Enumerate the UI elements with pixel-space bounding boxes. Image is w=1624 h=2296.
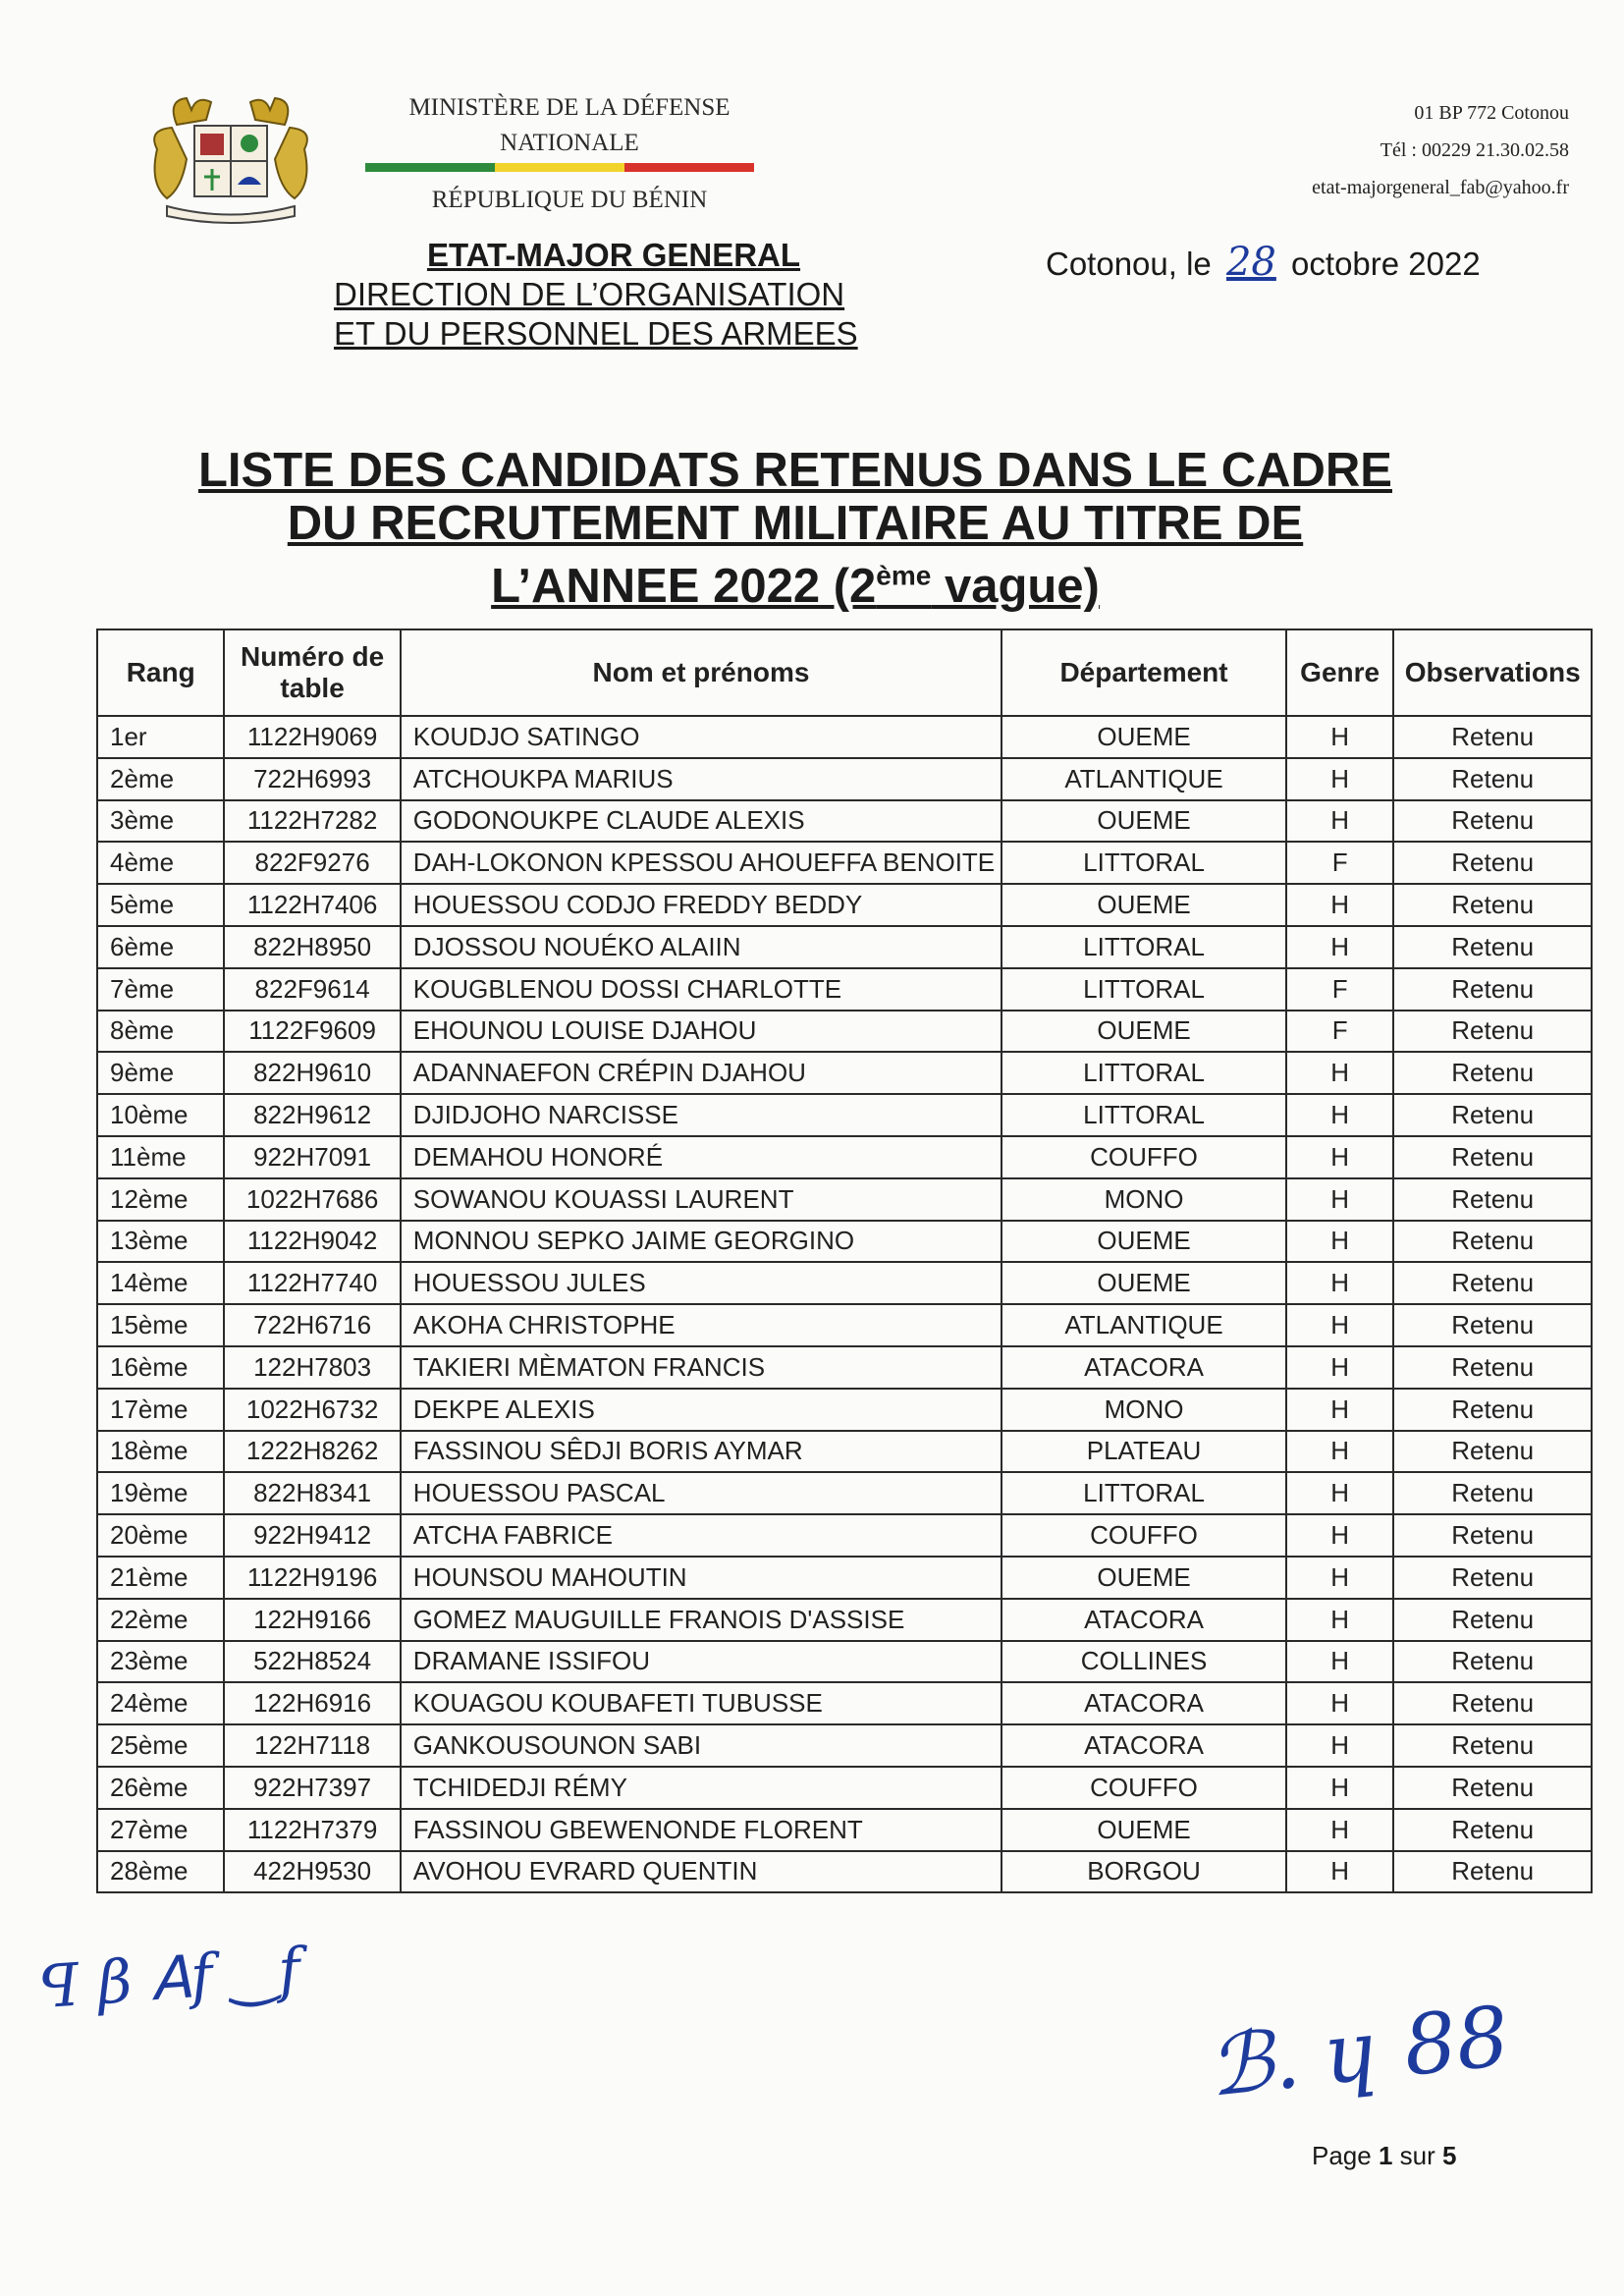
cell-rang: 17ème xyxy=(97,1389,224,1431)
table-row xyxy=(97,884,1592,926)
cell-nom: FASSINOU GBEWENONDE FLORENT xyxy=(401,1809,1001,1851)
flag-green xyxy=(365,163,495,172)
cell-genre: H xyxy=(1286,800,1393,843)
date-line xyxy=(1046,240,1481,285)
table-row xyxy=(97,1221,1592,1263)
ministry-line2: NATIONALE xyxy=(500,130,639,156)
cell-observation: Retenu xyxy=(1393,1221,1592,1263)
cell-departement: ATLANTIQUE xyxy=(1001,758,1286,800)
cell-genre: H xyxy=(1286,1262,1393,1304)
cell-departement: OUEME xyxy=(1001,1557,1286,1599)
cell-nom: TAKIERI MÈMATON FRANCIS xyxy=(401,1346,1001,1389)
cell-observation: Retenu xyxy=(1393,716,1592,758)
cell-genre: H xyxy=(1286,758,1393,800)
cell-departement: OUEME xyxy=(1001,716,1286,758)
cell-numero: 822H8950 xyxy=(224,926,400,968)
cell-numero: 1122H7406 xyxy=(224,884,400,926)
cell-numero: 1022H7686 xyxy=(224,1178,400,1221)
cell-departement: ATACORA xyxy=(1001,1599,1286,1641)
cell-genre: F xyxy=(1286,842,1393,884)
cell-rang: 26ème xyxy=(97,1767,224,1809)
cell-departement: LITTORAL xyxy=(1001,1094,1286,1136)
cell-genre: H xyxy=(1286,1682,1393,1724)
table-row xyxy=(97,1346,1592,1389)
cell-rang: 12ème xyxy=(97,1178,224,1221)
cell-numero: 122H6916 xyxy=(224,1682,400,1724)
table-row xyxy=(97,1094,1592,1136)
header-departement: Département xyxy=(1001,629,1286,716)
table-row xyxy=(97,842,1592,884)
cell-rang: 20ème xyxy=(97,1514,224,1557)
table-header-row xyxy=(97,629,1592,716)
date-prefix: Cotonou, le xyxy=(1046,246,1212,282)
cell-numero: 1122H9069 xyxy=(224,716,400,758)
cell-observation: Retenu xyxy=(1393,1767,1592,1809)
cell-rang: 23ème xyxy=(97,1641,224,1683)
table-row xyxy=(97,1262,1592,1304)
cell-nom: AVOHOU EVRARD QUENTIN xyxy=(401,1851,1001,1893)
candidates-table xyxy=(96,629,1593,1893)
cell-observation: Retenu xyxy=(1393,1389,1592,1431)
cell-departement: ATACORA xyxy=(1001,1346,1286,1389)
cell-nom: ATCHA FABRICE xyxy=(401,1514,1001,1557)
cell-observation: Retenu xyxy=(1393,1724,1592,1767)
cell-departement: OUEME xyxy=(1001,1262,1286,1304)
cell-genre: H xyxy=(1286,1641,1393,1683)
cell-nom: GOMEZ MAUGUILLE FRANOIS D'ASSISE xyxy=(401,1599,1001,1641)
cell-genre: H xyxy=(1286,1767,1393,1809)
cell-genre: H xyxy=(1286,1304,1393,1346)
table-row xyxy=(97,1052,1592,1094)
cell-observation: Retenu xyxy=(1393,968,1592,1011)
cell-numero: 1022H6732 xyxy=(224,1389,400,1431)
cell-rang: 7ème xyxy=(97,968,224,1011)
cell-genre: H xyxy=(1286,1221,1393,1263)
cell-rang: 16ème xyxy=(97,1346,224,1389)
cell-numero: 522H8524 xyxy=(224,1641,400,1683)
table-row xyxy=(97,1514,1592,1557)
cell-rang: 14ème xyxy=(97,1262,224,1304)
cell-nom: DEKPE ALEXIS xyxy=(401,1389,1001,1431)
cell-observation: Retenu xyxy=(1393,1641,1592,1683)
etat-major-label: ETAT-MAJOR GENERAL xyxy=(426,237,801,273)
cell-observation: Retenu xyxy=(1393,1011,1592,1053)
header-nom: Nom et prénoms xyxy=(401,629,1001,716)
document-title xyxy=(137,444,1453,613)
cell-genre: H xyxy=(1286,926,1393,968)
page-current: 1 xyxy=(1378,2141,1393,2170)
cell-observation: Retenu xyxy=(1393,1557,1592,1599)
cell-nom: DRAMANE ISSIFOU xyxy=(401,1641,1001,1683)
cell-observation: Retenu xyxy=(1393,842,1592,884)
cell-numero: 822H8341 xyxy=(224,1472,400,1514)
cell-numero: 1122H7740 xyxy=(224,1262,400,1304)
cell-rang: 1er xyxy=(97,716,224,758)
table-row xyxy=(97,716,1592,758)
table-row xyxy=(97,1178,1592,1221)
cell-nom: KOUDJO SATINGO xyxy=(401,716,1001,758)
cell-rang: 13ème xyxy=(97,1221,224,1263)
cell-departement: BORGOU xyxy=(1001,1851,1286,1893)
cell-departement: LITTORAL xyxy=(1001,842,1286,884)
cell-observation: Retenu xyxy=(1393,1682,1592,1724)
header-genre: Genre xyxy=(1286,629,1393,716)
cell-rang: 8ème xyxy=(97,1011,224,1053)
cell-genre: H xyxy=(1286,1514,1393,1557)
table-row xyxy=(97,1557,1592,1599)
flag-stripe xyxy=(365,163,754,172)
cell-observation: Retenu xyxy=(1393,1851,1592,1893)
cell-departement: LITTORAL xyxy=(1001,968,1286,1011)
cell-departement: LITTORAL xyxy=(1001,1472,1286,1514)
cell-nom: HOUNSOU MAHOUTIN xyxy=(401,1557,1001,1599)
title-line3b: vague) xyxy=(931,560,1100,614)
cell-numero: 822H9612 xyxy=(224,1094,400,1136)
cell-rang: 22ème xyxy=(97,1599,224,1641)
date-day-handwritten: 28 xyxy=(1225,240,1276,285)
cell-departement: COLLINES xyxy=(1001,1641,1286,1683)
cell-rang: 9ème xyxy=(97,1052,224,1094)
table-row xyxy=(97,758,1592,800)
cell-departement: OUEME xyxy=(1001,1809,1286,1851)
table-row xyxy=(97,926,1592,968)
cell-nom: HOUESSOU JULES xyxy=(401,1262,1001,1304)
contact-block xyxy=(1216,94,1569,206)
cell-observation: Retenu xyxy=(1393,926,1592,968)
cell-numero: 122H9166 xyxy=(224,1599,400,1641)
cell-nom: KOUGBLENOU DOSSI CHARLOTTE xyxy=(401,968,1001,1011)
cell-observation: Retenu xyxy=(1393,1809,1592,1851)
cell-numero: 1122F9609 xyxy=(224,1011,400,1053)
cell-numero: 722H6716 xyxy=(224,1304,400,1346)
direction-line1: DIRECTION DE L’ORGANISATION xyxy=(334,276,845,312)
cell-observation: Retenu xyxy=(1393,1178,1592,1221)
cell-rang: 25ème xyxy=(97,1724,224,1767)
cell-genre: H xyxy=(1286,1599,1393,1641)
cell-rang: 27ème xyxy=(97,1809,224,1851)
cell-genre: H xyxy=(1286,884,1393,926)
cell-rang: 5ème xyxy=(97,884,224,926)
cell-rang: 11ème xyxy=(97,1136,224,1178)
handwritten-signature-right: ℬ. ɥ 88 xyxy=(1203,1988,1514,2115)
direction-line2: ET DU PERSONNEL DES ARMEES xyxy=(334,315,858,352)
cell-genre: F xyxy=(1286,1011,1393,1053)
cell-numero: 122H7118 xyxy=(224,1724,400,1767)
cell-nom: GANKOUSOUNON SABI xyxy=(401,1724,1001,1767)
flag-red xyxy=(624,163,754,172)
cell-genre: H xyxy=(1286,1389,1393,1431)
cell-observation: Retenu xyxy=(1393,1304,1592,1346)
cell-numero: 122H7803 xyxy=(224,1346,400,1389)
cell-nom: FASSINOU SÊDJI BORIS AYMAR xyxy=(401,1431,1001,1473)
email: etat-majorgeneral_fab@yahoo.fr xyxy=(1312,177,1569,198)
cell-departement: OUEME xyxy=(1001,1011,1286,1053)
page-number xyxy=(1312,2141,1457,2171)
table-row xyxy=(97,968,1592,1011)
cell-rang: 6ème xyxy=(97,926,224,968)
table-row xyxy=(97,1682,1592,1724)
cell-nom: SOWANOU KOUASSI LAURENT xyxy=(401,1178,1001,1221)
header-rang: Rang xyxy=(97,629,224,716)
cell-nom: ATCHOUKPA MARIUS xyxy=(401,758,1001,800)
cell-nom: DEMAHOU HONORÉ xyxy=(401,1136,1001,1178)
cell-nom: HOUESSOU CODJO FREDDY BEDDY xyxy=(401,884,1001,926)
table-row xyxy=(97,1011,1592,1053)
cell-nom: DAH-LOKONON KPESSOU AHOUEFFA BENOITE xyxy=(401,842,1001,884)
table-row xyxy=(97,1641,1592,1683)
page-sep: sur xyxy=(1399,2141,1435,2170)
cell-departement: COUFFO xyxy=(1001,1136,1286,1178)
cell-numero: 922H7091 xyxy=(224,1136,400,1178)
cell-departement: OUEME xyxy=(1001,800,1286,843)
cell-departement: ATACORA xyxy=(1001,1724,1286,1767)
cell-rang: 24ème xyxy=(97,1682,224,1724)
cell-observation: Retenu xyxy=(1393,1052,1592,1094)
republic-name: RÉPUBLIQUE DU BÉNIN xyxy=(431,187,708,213)
cell-observation: Retenu xyxy=(1393,1599,1592,1641)
cell-rang: 3ème xyxy=(97,800,224,843)
cell-genre: H xyxy=(1286,1052,1393,1094)
cell-genre: H xyxy=(1286,1851,1393,1893)
benin-coat-of-arms-icon xyxy=(137,90,324,228)
cell-departement: OUEME xyxy=(1001,1221,1286,1263)
handwritten-initials-left: ꟼ β ꓮf ‿f xyxy=(36,1935,303,2023)
cell-numero: 722H6993 xyxy=(224,758,400,800)
header-numero: Numéro de table xyxy=(224,629,400,716)
cell-rang: 10ème xyxy=(97,1094,224,1136)
cell-numero: 1122H7282 xyxy=(224,800,400,843)
table-row xyxy=(97,1431,1592,1473)
table-row xyxy=(97,1472,1592,1514)
flag-yellow xyxy=(495,163,624,172)
cell-observation: Retenu xyxy=(1393,1431,1592,1473)
table-row xyxy=(97,1809,1592,1851)
phone: Tél : 00229 21.30.02.58 xyxy=(1380,139,1569,161)
cell-departement: LITTORAL xyxy=(1001,926,1286,968)
cell-observation: Retenu xyxy=(1393,800,1592,843)
cell-genre: H xyxy=(1286,1346,1393,1389)
cell-departement: COUFFO xyxy=(1001,1514,1286,1557)
page-prefix: Page xyxy=(1312,2141,1372,2170)
title-line3-sup: ème xyxy=(876,561,932,591)
cell-nom: DJOSSOU NOUÉKO ALAIIN xyxy=(401,926,1001,968)
cell-genre: H xyxy=(1286,1724,1393,1767)
cell-numero: 1122H7379 xyxy=(224,1809,400,1851)
cell-observation: Retenu xyxy=(1393,758,1592,800)
ministry-name xyxy=(363,90,776,161)
cell-departement: LITTORAL xyxy=(1001,1052,1286,1094)
cell-numero: 922H7397 xyxy=(224,1767,400,1809)
cell-genre: H xyxy=(1286,1178,1393,1221)
cell-nom: KOUAGOU KOUBAFETI TUBUSSE xyxy=(401,1682,1001,1724)
cell-departement: ATACORA xyxy=(1001,1682,1286,1724)
cell-genre: H xyxy=(1286,1431,1393,1473)
cell-departement: PLATEAU xyxy=(1001,1431,1286,1473)
cell-departement: ATLANTIQUE xyxy=(1001,1304,1286,1346)
cell-rang: 18ème xyxy=(97,1431,224,1473)
cell-numero: 1222H8262 xyxy=(224,1431,400,1473)
cell-observation: Retenu xyxy=(1393,1472,1592,1514)
cell-nom: HOUESSOU PASCAL xyxy=(401,1472,1001,1514)
cell-observation: Retenu xyxy=(1393,1346,1592,1389)
cell-rang: 28ème xyxy=(97,1851,224,1893)
cell-numero: 822H9610 xyxy=(224,1052,400,1094)
title-line3a: L’ANNEE 2022 (2 xyxy=(491,560,877,614)
issuing-office xyxy=(334,236,893,354)
address: 01 BP 772 Cotonou xyxy=(1414,102,1569,124)
cell-observation: Retenu xyxy=(1393,1136,1592,1178)
cell-departement: MONO xyxy=(1001,1178,1286,1221)
cell-genre: H xyxy=(1286,1094,1393,1136)
cell-numero: 1122H9042 xyxy=(224,1221,400,1263)
cell-rang: 15ème xyxy=(97,1304,224,1346)
cell-nom: AKOHA CHRISTOPHE xyxy=(401,1304,1001,1346)
cell-nom: GODONOUKPE CLAUDE ALEXIS xyxy=(401,800,1001,843)
cell-nom: MONNOU SEPKO JAIME GEORGINO xyxy=(401,1221,1001,1263)
cell-observation: Retenu xyxy=(1393,884,1592,926)
cell-departement: COUFFO xyxy=(1001,1767,1286,1809)
cell-rang: 4ème xyxy=(97,842,224,884)
cell-numero: 822F9276 xyxy=(224,842,400,884)
cell-genre: H xyxy=(1286,1557,1393,1599)
cell-observation: Retenu xyxy=(1393,1514,1592,1557)
cell-observation: Retenu xyxy=(1393,1262,1592,1304)
cell-nom: DJIDJOHO NARCISSE xyxy=(401,1094,1001,1136)
cell-numero: 922H9412 xyxy=(224,1514,400,1557)
cell-genre: H xyxy=(1286,1809,1393,1851)
date-suffix: octobre 2022 xyxy=(1291,246,1481,282)
cell-nom: TCHIDEDJI RÉMY xyxy=(401,1767,1001,1809)
cell-nom: ADANNAEFON CRÉPIN DJAHOU xyxy=(401,1052,1001,1094)
table-row xyxy=(97,1136,1592,1178)
cell-departement: MONO xyxy=(1001,1389,1286,1431)
cell-observation: Retenu xyxy=(1393,1094,1592,1136)
cell-rang: 21ème xyxy=(97,1557,224,1599)
cell-genre: H xyxy=(1286,1136,1393,1178)
table-row xyxy=(97,1724,1592,1767)
table-row xyxy=(97,800,1592,843)
cell-departement: OUEME xyxy=(1001,884,1286,926)
cell-genre: H xyxy=(1286,716,1393,758)
cell-nom: EHOUNOU LOUISE DJAHOU xyxy=(401,1011,1001,1053)
table-row xyxy=(97,1304,1592,1346)
cell-rang: 19ème xyxy=(97,1472,224,1514)
table-row xyxy=(97,1599,1592,1641)
cell-genre: H xyxy=(1286,1472,1393,1514)
cell-numero: 1122H9196 xyxy=(224,1557,400,1599)
cell-genre: F xyxy=(1286,968,1393,1011)
table-row xyxy=(97,1767,1592,1809)
table-row xyxy=(97,1389,1592,1431)
header-observations: Observations xyxy=(1393,629,1592,716)
table-row xyxy=(97,1851,1592,1893)
cell-numero: 822F9614 xyxy=(224,968,400,1011)
title-line1: LISTE DES CANDIDATS RETENUS DANS LE CADRE xyxy=(197,444,1392,497)
page-total: 5 xyxy=(1442,2141,1457,2170)
cell-numero: 422H9530 xyxy=(224,1851,400,1893)
title-line2: DU RECRUTEMENT MILITAIRE AU TITRE DE xyxy=(287,497,1304,550)
cell-rang: 2ème xyxy=(97,758,224,800)
ministry-line1: MINISTÈRE DE LA DÉFENSE xyxy=(408,94,731,121)
